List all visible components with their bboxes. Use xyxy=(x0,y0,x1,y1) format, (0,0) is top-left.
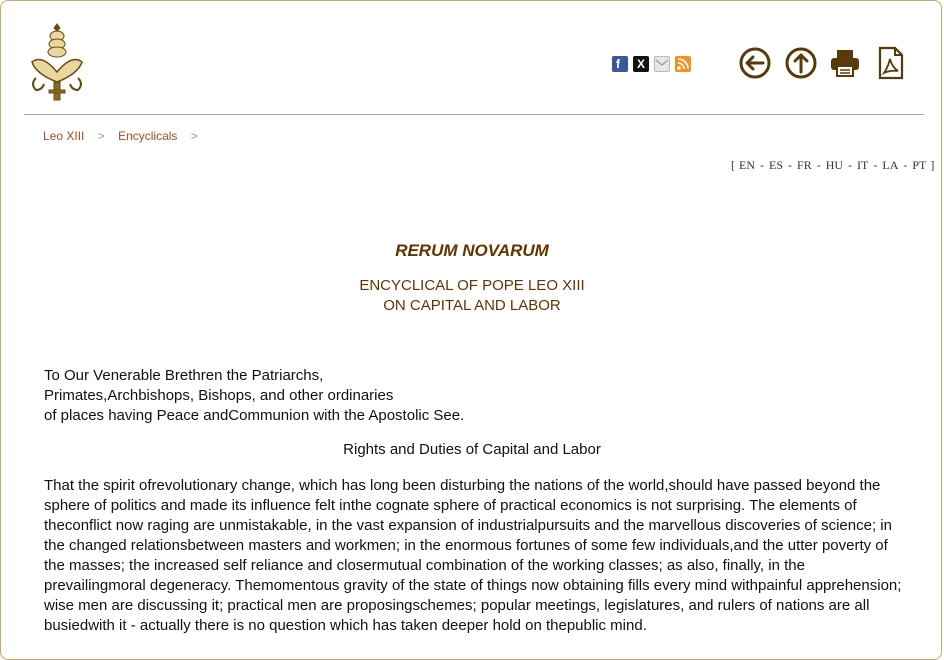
language-link-la[interactable]: LA xyxy=(882,158,899,172)
facebook-glyph: f xyxy=(616,57,620,71)
language-link-hu[interactable]: HU xyxy=(825,158,844,172)
address-line1: To Our Venerable Brethren the Patriarchs, xyxy=(44,367,324,384)
language-link-fr[interactable]: FR xyxy=(797,158,812,172)
address-line2: Primates,Archbishops, Bishops, and other ordinaries xyxy=(44,387,394,404)
language-link-it[interactable]: IT xyxy=(857,158,869,172)
rss-glyph-icon xyxy=(675,56,691,72)
back-arrow-icon[interactable] xyxy=(738,46,772,80)
pdf-icon[interactable] xyxy=(874,46,908,80)
address-line3: of places having Peace andCommunion with the Apostolic See. xyxy=(44,407,465,424)
x-icon[interactable] xyxy=(633,56,649,72)
header-divider xyxy=(24,114,924,115)
up-arrow-icon[interactable] xyxy=(784,46,818,80)
breadcrumb-link-encyclicals[interactable]: Encyclicals xyxy=(118,129,178,143)
language-link-es[interactable]: ES xyxy=(769,158,784,172)
breadcrumb-separator-icon: > xyxy=(190,129,198,143)
x-glyph: X xyxy=(637,57,646,71)
facebook-icon[interactable] xyxy=(612,56,628,72)
language-link-pt[interactable]: PT xyxy=(912,158,927,172)
breadcrumb-link-leo-xiii[interactable]: Leo XIII xyxy=(43,129,85,143)
document-subtitle-line2: ON CAPITAL AND LABOR xyxy=(383,297,561,314)
papal-coat-of-arms-logo[interactable] xyxy=(24,22,90,104)
email-icon[interactable] xyxy=(654,56,670,72)
breadcrumb-separator-icon: > xyxy=(97,129,105,143)
rss-icon[interactable] xyxy=(675,56,691,72)
language-link-en[interactable]: EN xyxy=(739,158,755,172)
envelope-icon xyxy=(655,57,669,71)
section-heading: Rights and Duties of Capital and Labor xyxy=(343,441,601,458)
paragraph-1: That the spirit ofrevolutionary change, which has long been disturbing the nations of the world,should have passed beyond the sphere of politics and made its influence felt inthe cognate sphere of practical economics is not surprising. The elements of theconflict now raging are unmistakable, in the vast expansion of industrialpursuits and the marvellous discoveries of science; in the changed relationsbetween masters and workmen; in the enormous fortunes of some few individuals,and the utter poverty of the masses; the increased self reliance and closermutual combination of the working classes; as also, finally, in the prevailingmoral degeneracy. Themomentous gravity of the state of things now obtaining fills every mind withpainful apprehension; wise men are discussing it; practical men are proposingschemes; popular meetings, legislatures, and rulers of nations are all busiedwith it - actually there is no question which has taken deeper hold on thepublic mind. xyxy=(44,477,902,634)
language-selector: [ EN - ES - FR - HU - IT - LA - PT ] xyxy=(731,158,935,172)
document-subtitle-line1: ENCYCLICAL OF POPE LEO XIII xyxy=(359,277,585,294)
breadcrumb xyxy=(43,129,208,143)
language-bracket-close: ] xyxy=(930,158,935,172)
document-title: RERUM NOVARUM xyxy=(395,241,549,260)
language-bracket-open: [ xyxy=(731,158,735,172)
print-icon[interactable] xyxy=(828,46,862,80)
